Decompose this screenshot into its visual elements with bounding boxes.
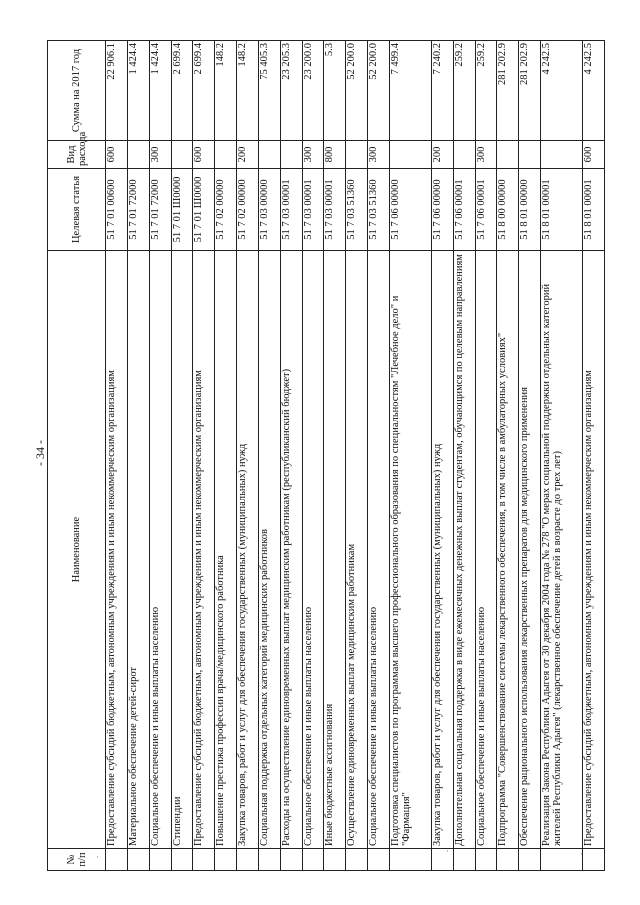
- row-article-cell: 51 7 01 00600: [106, 169, 128, 251]
- row-num-cell: [127, 849, 149, 871]
- row-sum-cell: 148.2: [237, 41, 259, 141]
- row-sum-cell: 259.2: [453, 41, 475, 141]
- row-name-cell: Предоставление субсидий бюджетным, автономным учреждениям и иным некоммерческим организациям: [193, 251, 215, 849]
- row-article-cell: 51 8 01 00001: [582, 169, 604, 251]
- row-name-cell: Закупка товаров, работ и услуг для обеспечения государственных (муниципальных) нужд: [237, 251, 259, 849]
- row-sum-cell: 75 405.3: [258, 41, 280, 141]
- scan-mark: ·: [580, 849, 583, 859]
- row-sum-cell: 148.2: [215, 41, 237, 141]
- row-type-cell: 300: [368, 141, 390, 169]
- row-sum-cell: 281 202.9: [519, 41, 541, 141]
- row-article-cell: 51 7 03 00001: [280, 169, 302, 251]
- row-num-cell: [106, 849, 128, 871]
- row-sum-cell: 7 240.2: [431, 41, 453, 141]
- row-name-cell: Реализация Закона Республики Адыгея от 30 декабря 2004 года № 278 "О мерах социальной поддержки отдельных категорий жителей Республики Адыгея" (лекарственное обеспечение детей в возрасте до трех лет): [541, 251, 583, 849]
- row-name-cell: Подпрограмма "Совершенствование системы лекарственного обеспечения, в том числе в амбулаторных условиях": [497, 251, 519, 849]
- row-num-cell: [541, 849, 583, 871]
- table-row: [193, 41, 215, 871]
- row-sum-cell: 52 200.0: [368, 41, 390, 141]
- budget-table-wrapper: [47, 41, 605, 871]
- row-sum-cell: 23 205.3: [280, 41, 302, 141]
- table-header-row: [48, 41, 106, 871]
- row-article-cell: 51 7 02 00000: [215, 169, 237, 251]
- table-row: [431, 41, 453, 871]
- header-num: № п/п: [48, 849, 106, 871]
- row-sum-cell: 259.2: [475, 41, 497, 141]
- row-sum-cell: 7 499.4: [389, 41, 431, 141]
- row-num-cell: [237, 849, 259, 871]
- row-sum-cell: 2 699.4: [193, 41, 215, 141]
- table-row: [582, 41, 604, 871]
- row-type-cell: [453, 141, 475, 169]
- row-num-cell: [389, 849, 431, 871]
- row-num-cell: [280, 849, 302, 871]
- row-sum-cell: 1 424.4: [149, 41, 171, 141]
- table-row: [106, 41, 128, 871]
- row-type-cell: [280, 141, 302, 169]
- header-article: Целевая статья: [48, 169, 106, 251]
- row-type-cell: [127, 141, 149, 169]
- budget-table: [47, 40, 605, 871]
- row-sum-cell: 1 424.4: [127, 41, 149, 141]
- row-article-cell: 51 7 03 00001: [324, 169, 346, 251]
- row-type-cell: 600: [106, 141, 128, 169]
- row-name-cell: Социальная поддержка отдельных категорий медицинских работников: [258, 251, 280, 849]
- row-article-cell: 51 7 06 00001: [453, 169, 475, 251]
- row-article-cell: 51 7 01 72000: [127, 169, 149, 251]
- row-num-cell: [346, 849, 368, 871]
- row-type-cell: 300: [149, 141, 171, 169]
- row-name-cell: Расходы на осуществление единовременных выплат медицинским работникам (республиканский бюджет): [280, 251, 302, 849]
- row-type-cell: 600: [582, 141, 604, 169]
- row-num-cell: [519, 849, 541, 871]
- row-sum-cell: 5.3: [324, 41, 346, 141]
- row-sum-cell: 52 200.0: [346, 41, 368, 141]
- row-article-cell: 51 7 01 72000: [149, 169, 171, 251]
- row-name-cell: Материальное обеспечение детей-сирот: [127, 251, 149, 849]
- row-num-cell: [431, 849, 453, 871]
- row-name-cell: Подготовка специалистов по программам высшего профессионального образования по специальностям "Лечебное дело" и "Фармация": [389, 251, 431, 849]
- row-type-cell: 600: [193, 141, 215, 169]
- row-sum-cell: 23 200.0: [302, 41, 324, 141]
- row-sum-cell: 22 906.1: [106, 41, 128, 141]
- page-number: - 34 -: [33, 440, 47, 466]
- scan-mark: ·: [446, 846, 449, 856]
- row-type-cell: 200: [237, 141, 259, 169]
- row-article-cell: 51 7 06 00000: [431, 169, 453, 251]
- row-article-cell: 51 7 06 00000: [389, 169, 431, 251]
- row-article-cell: 51 7 03 00001: [302, 169, 324, 251]
- row-num-cell: [368, 849, 390, 871]
- row-type-cell: [215, 141, 237, 169]
- row-num-cell: [497, 849, 519, 871]
- row-article-cell: 51 8 01 00001: [541, 169, 583, 251]
- row-name-cell: Обеспечение рационального использования лекарственных препаратов для медицинского применения: [519, 251, 541, 849]
- table-row: [215, 41, 237, 871]
- header-name: Наименование: [48, 251, 106, 849]
- row-article-cell: 51 7 03 51360: [346, 169, 368, 251]
- row-name-cell: Осуществление единовременных выплат медицинским работникам: [346, 251, 368, 849]
- table-row: [171, 41, 193, 871]
- row-type-cell: [171, 141, 193, 169]
- row-name-cell: Стипендии: [171, 251, 193, 849]
- table-row: [368, 41, 390, 871]
- row-type-cell: [519, 141, 541, 169]
- table-row: [519, 41, 541, 871]
- row-article-cell: 51 7 03 51360: [368, 169, 390, 251]
- header-sum: Сумма на 2017 год: [48, 41, 106, 141]
- row-article-cell: 51 8 00 00000: [497, 169, 519, 251]
- row-name-cell: Повышение престижа профессии врача/медицинского работника: [215, 251, 237, 849]
- row-type-cell: [497, 141, 519, 169]
- row-name-cell: Предоставление субсидий бюджетным, автономным учреждениям и иным некоммерческим организациям: [106, 251, 128, 849]
- table-row: [346, 41, 368, 871]
- table-row: [453, 41, 475, 871]
- row-type-cell: [541, 141, 583, 169]
- row-article-cell: 51 8 01 00000: [519, 169, 541, 251]
- row-article-cell: 51 7 01 Ш0000: [193, 169, 215, 251]
- row-num-cell: [215, 849, 237, 871]
- row-num-cell: [324, 849, 346, 871]
- row-type-cell: 300: [475, 141, 497, 169]
- row-article-cell: 51 7 03 00000: [258, 169, 280, 251]
- table-row: [541, 41, 583, 871]
- row-article-cell: 51 7 01 Ш0000: [171, 169, 193, 251]
- row-num-cell: [171, 849, 193, 871]
- table-row: [258, 41, 280, 871]
- row-type-cell: 300: [302, 141, 324, 169]
- row-article-cell: 51 7 02 00000: [237, 169, 259, 251]
- row-name-cell: Иные бюджетные ассигнования: [324, 251, 346, 849]
- row-name-cell: Дополнительная социальная поддержка в виде ежемесячных денежных выплат студентам, обучающимся по целевым направлениям: [453, 251, 475, 849]
- row-name-cell: Социальное обеспечение и иные выплаты населению: [368, 251, 390, 849]
- row-type-cell: [258, 141, 280, 169]
- table-row: [497, 41, 519, 871]
- row-sum-cell: 4 242.5: [541, 41, 583, 141]
- row-name-cell: Закупка товаров, работ и услуг для обеспечения государственных (муниципальных) нужд: [431, 251, 453, 849]
- table-row: [280, 41, 302, 871]
- row-num-cell: [302, 849, 324, 871]
- table-row: [302, 41, 324, 871]
- row-type-cell: [346, 141, 368, 169]
- row-num-cell: [258, 849, 280, 871]
- table-row: [389, 41, 431, 871]
- row-type-cell: 200: [431, 141, 453, 169]
- row-name-cell: Социальное обеспечение и иные выплаты населению: [302, 251, 324, 849]
- header-type: Вид расхода: [48, 141, 106, 169]
- row-type-cell: [389, 141, 431, 169]
- row-num-cell: [193, 849, 215, 871]
- row-name-cell: Предоставление субсидий бюджетным, автономным учреждениям и иным некоммерческим организациям: [582, 251, 604, 849]
- row-num-cell: [453, 849, 475, 871]
- row-name-cell: Социальное обеспечение и иные выплаты населению: [149, 251, 171, 849]
- row-num-cell: [149, 849, 171, 871]
- row-sum-cell: 4 242.5: [582, 41, 604, 141]
- table-row: [475, 41, 497, 871]
- table-row: [324, 41, 346, 871]
- table-row: [237, 41, 259, 871]
- row-article-cell: 51 7 06 00001: [475, 169, 497, 251]
- row-type-cell: 800: [324, 141, 346, 169]
- row-num-cell: [475, 849, 497, 871]
- row-num-cell: [582, 849, 604, 871]
- row-name-cell: Социальное обеспечение и иные выплаты населению: [475, 251, 497, 849]
- row-sum-cell: 2 699.4: [171, 41, 193, 141]
- scan-mark: ·: [96, 852, 99, 862]
- table-row: [127, 41, 149, 871]
- table-row: [149, 41, 171, 871]
- row-sum-cell: 281 202.9: [497, 41, 519, 141]
